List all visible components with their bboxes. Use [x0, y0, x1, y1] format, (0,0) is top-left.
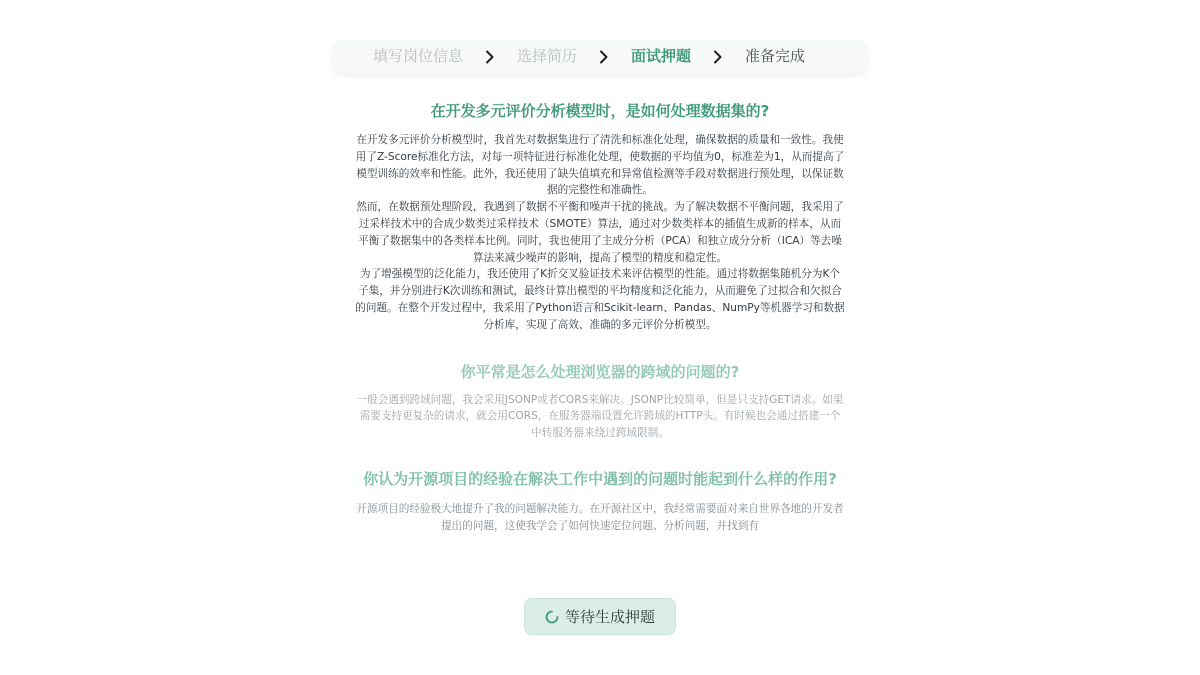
qa-scroll-area[interactable]	[355, 100, 845, 576]
answer-paragraph: 然而，在数据预处理阶段，我遇到了数据不平衡和噪声干扰的挑战。为了解决数据不平衡问题，我采用了过采样技术中的合成少数类过采样技术（SMOTE）算法，通过对少数类样本的插值生成新的样本，从而平衡了数据集中的各类样本比例。同时，我也使用了主成分分析（PCA）和独立成分分析（ICA）等去噪算法来减少噪声的影响，提高了模型的精度和稳定性。	[356, 201, 844, 264]
chevron-right-icon	[463, 40, 517, 73]
step-interview-questions[interactable]: 面试押题	[631, 47, 692, 65]
answer-paragraph: 为了增强模型的泛化能力，我还使用了K折交叉验证技术来评估模型的性能。通过将数据集随机分为K个子集，并分别进行K次训练和测试，最终计算出模型的平均精度和泛化能力，从而避免了过拟合和欠拟合的问题。在整个开发过程中，我采用了Python语言和Scikit-learn、Pandas、NumPy等机器学习和数据分析库，实现了高效、准确的多元评价分析模型。	[355, 268, 845, 331]
loading-spinner-icon	[545, 610, 559, 624]
answer-paragraph: 一般会遇到跨域问题，我会采用JSONP或者CORS来解决。JSONP比较简单，但是只支持GET请求。如果需要支持更复杂的请求，就会用CORS，在服务器端设置允许跨域的HTTP头。有时候也会通过搭建一个中转服务器来绕过跨域限制。	[356, 393, 844, 440]
step-ready: 准备完成	[745, 47, 806, 65]
scroll-fade	[355, 556, 845, 576]
qa-item	[355, 100, 845, 334]
question-title: 在开发多元评价分析模型时，是如何处理数据集的?	[430, 102, 770, 120]
answer-paragraph: 在开发多元评价分析模型时，我首先对数据集进行了清洗和标准化处理，确保数据的质量和一致性。我使用了Z-Score标准化方法，对每一项特征进行标准化处理，使数据的平均值为0，标准差为1，从而提高了模型训练的效率和性能。此外，我还使用了缺失值填充和异常值检测等手段对数据进行预处理，以保证数据的完整性和准确性。	[355, 134, 845, 197]
step-select-resume[interactable]: 选择简历	[517, 47, 578, 65]
chevron-right-icon	[577, 40, 631, 73]
wait-button-label: 等待生成押题	[564, 608, 655, 626]
question-title: 你认为开源项目的经验在解决工作中遇到的问题时能起到什么样的作用?	[363, 469, 837, 488]
chevron-right-icon	[691, 40, 745, 73]
question-title: 你平常是怎么处理浏览器的跨域的问题的?	[460, 362, 740, 381]
answer-paragraph: 开源项目的经验极大地提升了我的问题解决能力。在开源社区中，我经常需要面对来自世界各地的开发者提出的问题，这使我学会了如何快速定位问题、分析问题，并找到有	[356, 502, 844, 532]
progress-stepper	[333, 40, 867, 73]
qa-item	[355, 468, 845, 535]
step-fill-job-info[interactable]: 填写岗位信息	[373, 47, 464, 65]
qa-item	[355, 361, 845, 442]
wait-generate-button[interactable]	[524, 598, 676, 635]
